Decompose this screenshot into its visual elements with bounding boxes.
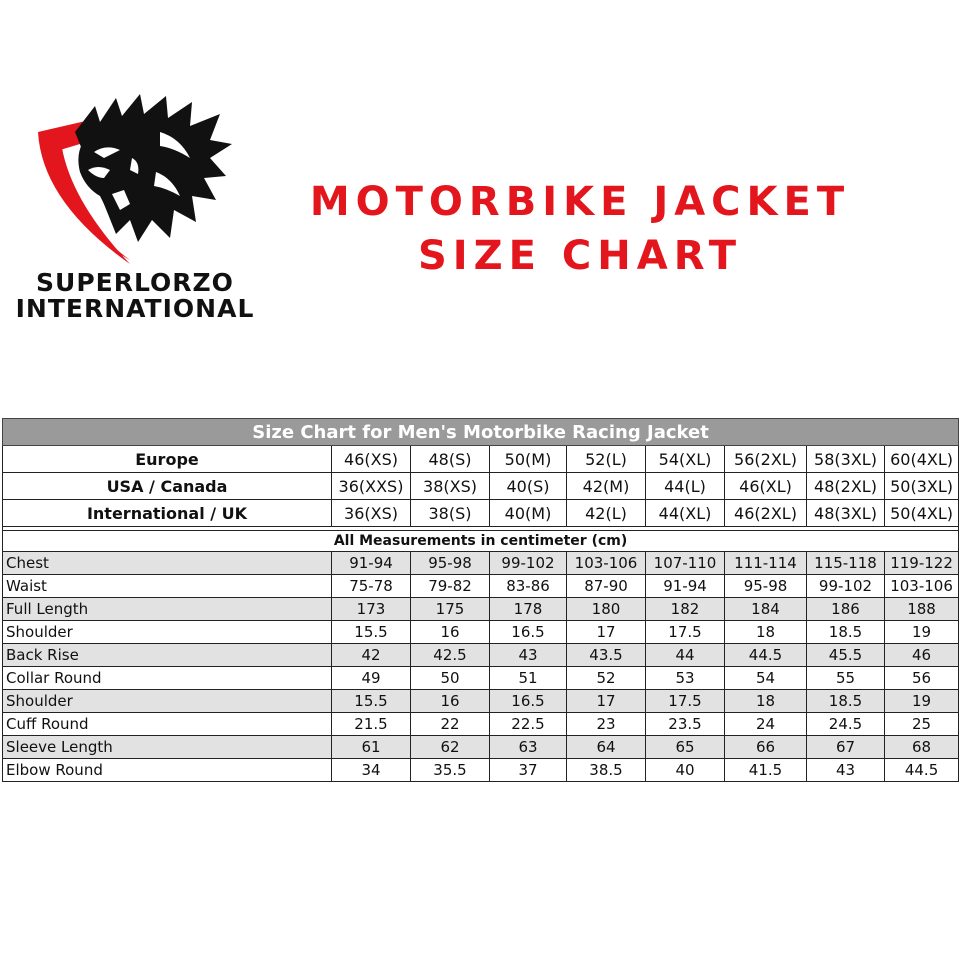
measurement-row	[3, 667, 959, 690]
measurement-cell: 119-122	[885, 552, 959, 575]
measurement-cell: 24.5	[807, 713, 885, 736]
size-cell: 42(M)	[567, 473, 646, 500]
size-cell: 46(XS)	[332, 446, 411, 473]
size-cell: 50(4XL)	[885, 500, 959, 527]
region-label: USA / Canada	[3, 473, 332, 500]
measurement-label: Waist	[3, 575, 332, 598]
measurement-cell: 186	[807, 598, 885, 621]
measurement-cell: 21.5	[332, 713, 411, 736]
measurement-cell: 107-110	[646, 552, 725, 575]
page-title	[280, 175, 880, 283]
measurement-cell: 17.5	[646, 690, 725, 713]
measurement-cell: 16.5	[490, 621, 567, 644]
size-cell: 48(3XL)	[807, 500, 885, 527]
measurement-cell: 18	[725, 621, 807, 644]
page-title-line2: SIZE CHART	[417, 233, 743, 279]
measurement-label: Chest	[3, 552, 332, 575]
measurement-cell: 15.5	[332, 690, 411, 713]
size-row	[3, 473, 959, 500]
measurement-row	[3, 598, 959, 621]
region-label: Europe	[3, 446, 332, 473]
size-cell: 52(L)	[567, 446, 646, 473]
measurement-cell: 16	[411, 690, 490, 713]
measurement-cell: 63	[490, 736, 567, 759]
size-cell: 48(2XL)	[807, 473, 885, 500]
measurement-cell: 95-98	[411, 552, 490, 575]
measurement-cell: 175	[411, 598, 490, 621]
units-note: All Measurements in centimeter (cm)	[3, 531, 959, 552]
size-cell: 38(XS)	[411, 473, 490, 500]
size-cell: 36(XS)	[332, 500, 411, 527]
units-note-row	[3, 531, 959, 552]
measurement-label: Sleeve Length	[3, 736, 332, 759]
measurement-row	[3, 575, 959, 598]
size-cell: 46(XL)	[725, 473, 807, 500]
size-chart-table	[2, 418, 959, 782]
measurement-label: Back Rise	[3, 644, 332, 667]
size-cell: 50(3XL)	[885, 473, 959, 500]
measurement-cell: 17	[567, 690, 646, 713]
measurement-cell: 83-86	[490, 575, 567, 598]
measurement-cell: 46	[885, 644, 959, 667]
measurement-row	[3, 736, 959, 759]
measurement-cell: 79-82	[411, 575, 490, 598]
size-cell: 42(L)	[567, 500, 646, 527]
measurement-cell: 91-94	[332, 552, 411, 575]
measurement-cell: 49	[332, 667, 411, 690]
size-cell: 58(3XL)	[807, 446, 885, 473]
measurement-cell: 18.5	[807, 621, 885, 644]
brand-name-line1: SUPERLORZO	[36, 268, 234, 297]
size-cell: 50(M)	[490, 446, 567, 473]
measurement-cell: 34	[332, 759, 411, 782]
measurement-row	[3, 690, 959, 713]
size-cell: 48(S)	[411, 446, 490, 473]
measurement-cell: 50	[411, 667, 490, 690]
measurement-cell: 91-94	[646, 575, 725, 598]
measurement-label: Elbow Round	[3, 759, 332, 782]
measurement-cell: 22.5	[490, 713, 567, 736]
measurement-row	[3, 552, 959, 575]
measurement-cell: 43.5	[567, 644, 646, 667]
measurement-cell: 17.5	[646, 621, 725, 644]
measurement-cell: 45.5	[807, 644, 885, 667]
measurement-cell: 95-98	[725, 575, 807, 598]
measurement-cell: 75-78	[332, 575, 411, 598]
measurement-cell: 16	[411, 621, 490, 644]
measurement-cell: 55	[807, 667, 885, 690]
measurement-cell: 61	[332, 736, 411, 759]
measurement-label: Shoulder	[3, 690, 332, 713]
size-cell: 38(S)	[411, 500, 490, 527]
measurement-cell: 87-90	[567, 575, 646, 598]
measurement-cell: 66	[725, 736, 807, 759]
measurement-cell: 178	[490, 598, 567, 621]
measurement-cell: 99-102	[490, 552, 567, 575]
measurement-cell: 17	[567, 621, 646, 644]
measurement-cell: 52	[567, 667, 646, 690]
size-cell: 40(S)	[490, 473, 567, 500]
size-row	[3, 446, 959, 473]
measurement-cell: 115-118	[807, 552, 885, 575]
measurement-cell: 65	[646, 736, 725, 759]
measurement-cell: 18	[725, 690, 807, 713]
region-label: International / UK	[3, 500, 332, 527]
measurement-cell: 38.5	[567, 759, 646, 782]
measurement-cell: 43	[807, 759, 885, 782]
measurement-cell: 64	[567, 736, 646, 759]
measurement-cell: 35.5	[411, 759, 490, 782]
measurement-cell: 62	[411, 736, 490, 759]
measurement-row	[3, 759, 959, 782]
page-title-line1: MOTORBIKE JACKET	[309, 179, 851, 225]
measurement-cell: 173	[332, 598, 411, 621]
measurement-cell: 19	[885, 621, 959, 644]
measurement-row	[3, 713, 959, 736]
measurement-row	[3, 621, 959, 644]
measurement-cell: 54	[725, 667, 807, 690]
measurement-cell: 37	[490, 759, 567, 782]
measurement-label: Collar Round	[3, 667, 332, 690]
measurement-cell: 22	[411, 713, 490, 736]
size-cell: 44(L)	[646, 473, 725, 500]
measurement-cell: 23	[567, 713, 646, 736]
measurement-cell: 23.5	[646, 713, 725, 736]
measurement-cell: 103-106	[567, 552, 646, 575]
measurement-cell: 182	[646, 598, 725, 621]
measurement-cell: 184	[725, 598, 807, 621]
measurement-cell: 40	[646, 759, 725, 782]
lion-shield-icon	[20, 92, 240, 267]
measurement-cell: 19	[885, 690, 959, 713]
measurement-cell: 25	[885, 713, 959, 736]
size-cell: 44(XL)	[646, 500, 725, 527]
measurement-cell: 99-102	[807, 575, 885, 598]
measurement-cell: 43	[490, 644, 567, 667]
measurement-cell: 188	[885, 598, 959, 621]
measurement-cell: 24	[725, 713, 807, 736]
size-cell: 36(XXS)	[332, 473, 411, 500]
measurement-label: Cuff Round	[3, 713, 332, 736]
size-cell: 40(M)	[490, 500, 567, 527]
brand-logo	[10, 92, 260, 324]
measurement-cell: 15.5	[332, 621, 411, 644]
measurement-cell: 16.5	[490, 690, 567, 713]
measurement-cell: 68	[885, 736, 959, 759]
measurement-cell: 180	[567, 598, 646, 621]
measurement-row	[3, 644, 959, 667]
measurement-cell: 53	[646, 667, 725, 690]
measurement-cell: 51	[490, 667, 567, 690]
measurement-cell: 44	[646, 644, 725, 667]
size-cell: 54(XL)	[646, 446, 725, 473]
size-cell: 60(4XL)	[885, 446, 959, 473]
measurement-cell: 67	[807, 736, 885, 759]
measurement-cell: 42.5	[411, 644, 490, 667]
measurement-label: Full Length	[3, 598, 332, 621]
table-title: Size Chart for Men's Motorbike Racing Jacket	[3, 419, 959, 446]
size-row	[3, 500, 959, 527]
size-cell: 56(2XL)	[725, 446, 807, 473]
measurement-cell: 44.5	[725, 644, 807, 667]
measurement-cell: 111-114	[725, 552, 807, 575]
table-title-row	[3, 419, 959, 446]
measurement-cell: 18.5	[807, 690, 885, 713]
size-cell: 46(2XL)	[725, 500, 807, 527]
measurement-label: Shoulder	[3, 621, 332, 644]
measurement-cell: 42	[332, 644, 411, 667]
measurement-cell: 44.5	[885, 759, 959, 782]
measurement-cell: 41.5	[725, 759, 807, 782]
brand-name-line2: INTERNATIONAL	[15, 294, 255, 323]
measurement-cell: 56	[885, 667, 959, 690]
measurement-cell: 103-106	[885, 575, 959, 598]
